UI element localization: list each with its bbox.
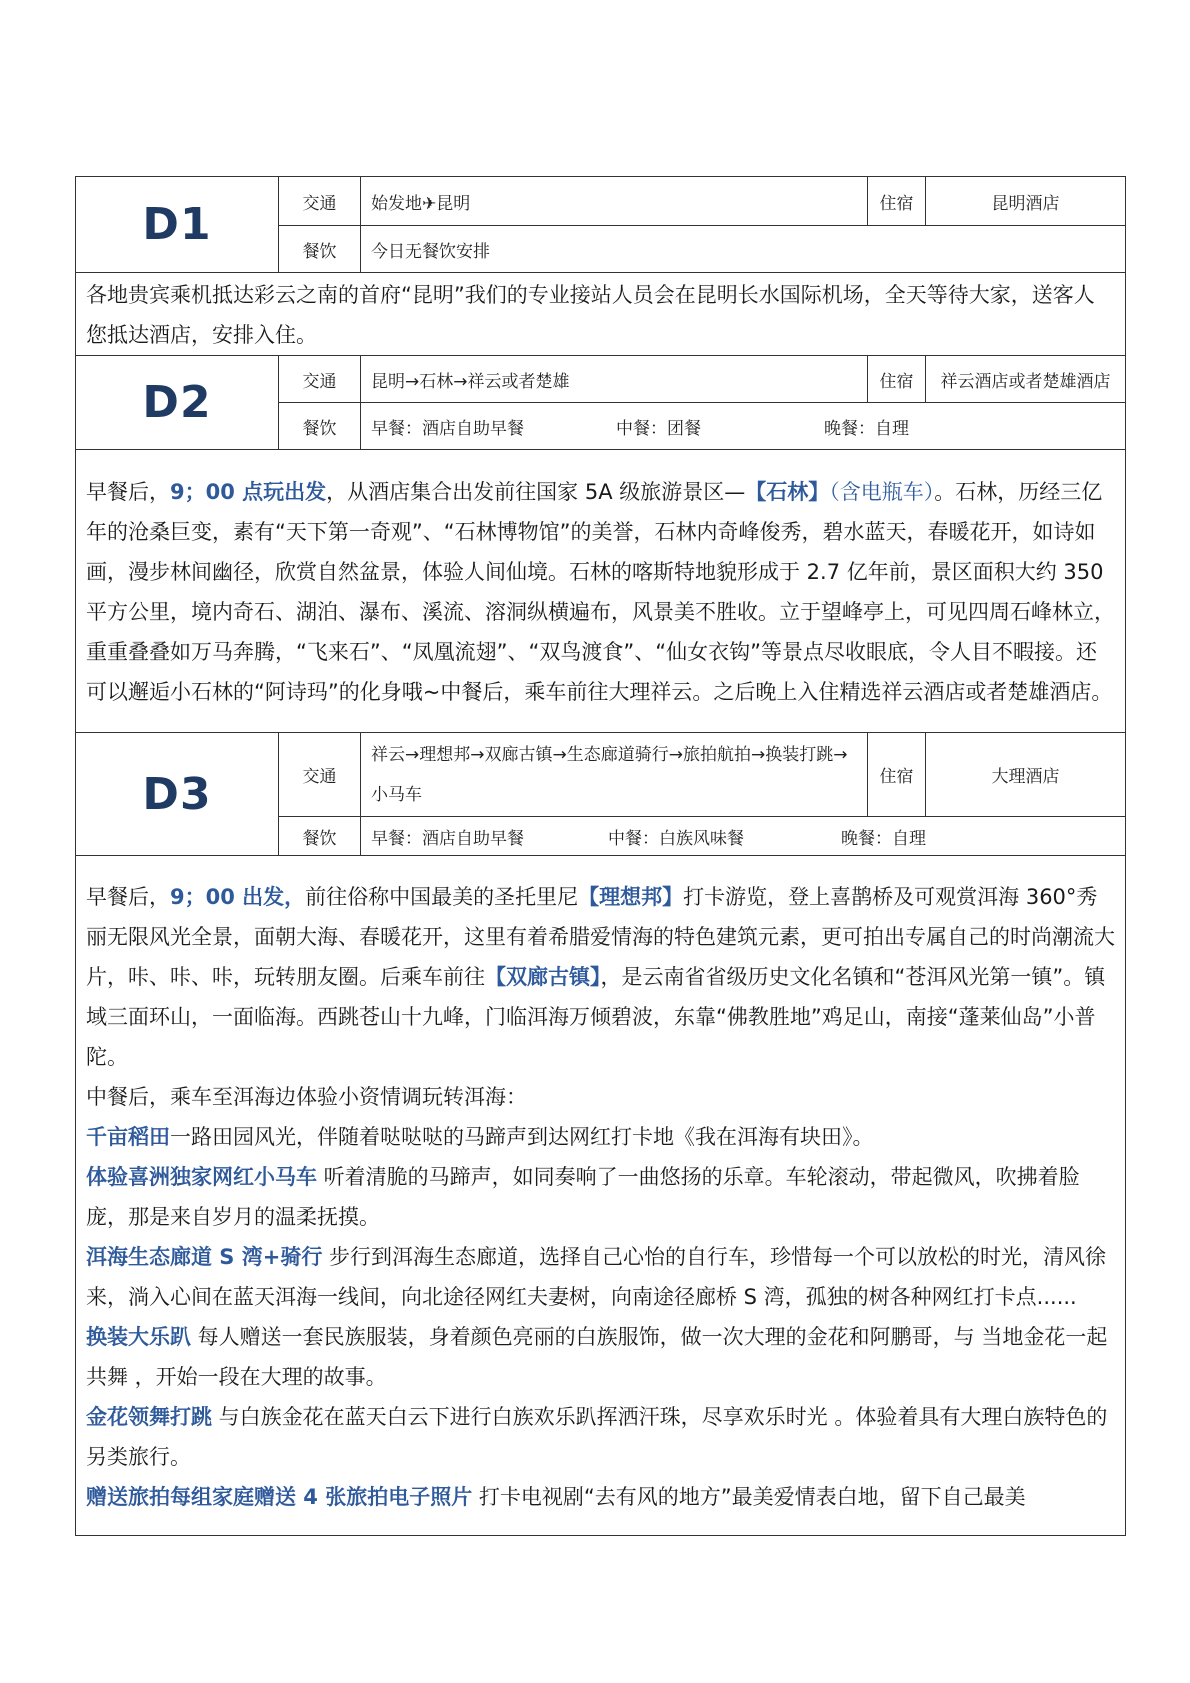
lunch-text: 中餐：白族风味餐 [608, 828, 744, 849]
day-label-d2: D2 [76, 356, 279, 450]
activity-text: 听着清脆的马蹄声，如同奏响了一曲悠扬的乐章。车轮滚动，带起微风，吹拂着脸庞，那是来自岁月的温柔抚摸。 [86, 1164, 1080, 1229]
activity-item [86, 1117, 1115, 1157]
activity-item [86, 1157, 1115, 1237]
activity-text: 一路田园风光，伴随着哒哒哒的马蹄声到达网红打卡地《我在洱海有块田》。 [170, 1124, 874, 1149]
activity-title: 千亩稻田 [86, 1124, 170, 1149]
desc-text: ，是云南省省级历史文化名镇和“苍洱风光第一镇”。镇域三面环山，一面临海。西跳苍山十九峰，门临洱海万倾碧波，东靠“佛教胜地”鸡足山，南接“蓬莱仙岛”小普陀。 [86, 964, 1106, 1069]
itinerary-table [75, 176, 1126, 1536]
desc-highlight: 【双廊古镇】 [485, 964, 601, 989]
day-label-d3: D3 [76, 733, 279, 856]
breakfast-text: 早餐：酒店自助早餐 [371, 828, 524, 849]
transport-value: 昆明→石林→祥云或者楚雄 [361, 356, 868, 403]
activity-title: 赠送旅拍每组家庭赠送 4 张旅拍电子照片 [86, 1484, 473, 1509]
day-label-d1: D1 [76, 177, 279, 273]
desc-highlight: 【石林】 [745, 480, 830, 504]
activity-text: 每人赠送一套民族服装，身着颜色亮丽的白族服饰，做一次大理的金花和阿鹏哥，与 当地金花一起共舞 ，开始一段在大理的故事。 [86, 1324, 1108, 1389]
meal-label: 餐饮 [279, 817, 361, 856]
day-description-d1: 各地贵宾乘机抵达彩云之南的首府“昆明”我们的专业接站人员会在昆明长水国际机场，全天等待大家，送客人您抵达酒店，安排入住。 [76, 273, 1126, 356]
activity-text: 与白族金花在蓝天白云下进行白族欢乐趴挥洒汗珠，尽享欢乐时光 。体验着具有大理白族特色的另类旅行。 [86, 1404, 1108, 1469]
transport-label: 交通 [279, 177, 361, 226]
meal-label: 餐饮 [279, 226, 361, 273]
desc-highlight: 9；00 出发， [170, 884, 306, 909]
lunch-text: 中餐：团餐 [616, 418, 701, 439]
desc-paragraph: 中餐后，乘车至洱海边体验小资情调玩转洱海： [86, 1084, 527, 1109]
activity-text: 打卡电视剧“去有风的地方”最美爱情表白地，留下自己最美 [472, 1484, 1026, 1509]
stay-label: 住宿 [868, 356, 926, 403]
stay-value: 大理酒店 [926, 733, 1126, 817]
desc-highlight: （含电瓶车） [829, 480, 935, 504]
itinerary-page [75, 176, 1125, 1536]
desc-paragraph [86, 877, 1115, 1077]
dinner-text: 晚餐：自理 [841, 828, 926, 849]
activity-title: 换装大乐趴 [86, 1324, 191, 1349]
desc-text: 早餐后， [86, 480, 170, 504]
meal-label: 餐饮 [279, 403, 361, 450]
activity-item [86, 1397, 1115, 1477]
desc-highlight: 【理想邦】 [578, 884, 684, 909]
desc-text: 打卡游览，登上喜鹊桥及可观赏洱海 360°秀丽无限风光全景，面朝大海、春暖花开，这里有着希腊爱情海的特色建筑元素，更可拍出专属自己的时尚潮流大片，咔、咔、咔，玩转朋友圈。后乘车前往 [86, 884, 1115, 989]
activity-title: 洱海生态廊道 S 湾+骑行 [86, 1244, 323, 1269]
activity-item [86, 1237, 1115, 1317]
stay-label: 住宿 [868, 733, 926, 817]
activity-title: 金花领舞打跳 [86, 1404, 212, 1429]
meals-value [361, 403, 1126, 450]
desc-text: 前往俗称中国最美的圣托里尼 [305, 884, 579, 909]
desc-text: 早餐后， [86, 884, 170, 909]
desc-highlight: 9；00 点玩出发 [170, 480, 327, 504]
day-description-d2 [76, 450, 1126, 733]
activity-item [86, 1477, 1115, 1517]
transport-label: 交通 [279, 733, 361, 817]
stay-value: 祥云酒店或者楚雄酒店 [926, 356, 1126, 403]
transport-value: 始发地✈昆明 [361, 177, 868, 226]
breakfast-text: 早餐：酒店自助早餐 [371, 418, 524, 439]
day-description-d3 [76, 856, 1126, 1536]
transport-label: 交通 [279, 356, 361, 403]
activity-item [86, 1317, 1115, 1397]
meals-value: 今日无餐饮安排 [361, 226, 1126, 273]
stay-value: 昆明酒店 [926, 177, 1126, 226]
desc-text: ，从酒店集合出发前往国家 5A 级旅游景区— [326, 480, 746, 504]
dinner-text: 晚餐：自理 [824, 418, 909, 439]
activity-title: 体验喜洲独家网红小马车 [86, 1164, 317, 1189]
transport-value: 祥云→理想邦→双廊古镇→生态廊道骑行→旅拍航拍→换装打跳→小马车 [361, 733, 868, 817]
stay-label: 住宿 [868, 177, 926, 226]
meals-value [361, 817, 1126, 856]
desc-text: 。石林，历经三亿年的沧桑巨变，素有“天下第一奇观”、“石林博物馆”的美誉，石林内奇峰俊秀，碧水蓝天，春暖花开，如诗如画，漫步林间幽径，欣赏自然盆景，体验人间仙境。石林的喀斯特地貌形成于 2.7 亿年前，景区面积大约 350 平方公里，境内奇石、湖泊、瀑布、溪流、溶洞纵横遍布，风景美不胜收。立于望峰亭上，可见四周石峰林立，重重叠叠如万马奔腾，“飞来石”、“凤凰流翅”、“双鸟渡食”、“仙女衣钩”等景点尽收眼底，令人目不暇接。还可以邂逅小石林的“阿诗玛”的化身哦~中餐后，乘车前往大理祥云。之后晚上入住精选祥云酒店或者楚雄酒店。 [86, 480, 1115, 704]
activity-text: 步行到洱海生态廊道，选择自己心怡的自行车，珍惜每一个可以放松的时光，清风徐来，淌入心间在蓝天洱海一线间，向北途径网红夫妻树，向南途径廊桥 S 湾，孤独的树各种网红打卡点...... [86, 1244, 1107, 1309]
